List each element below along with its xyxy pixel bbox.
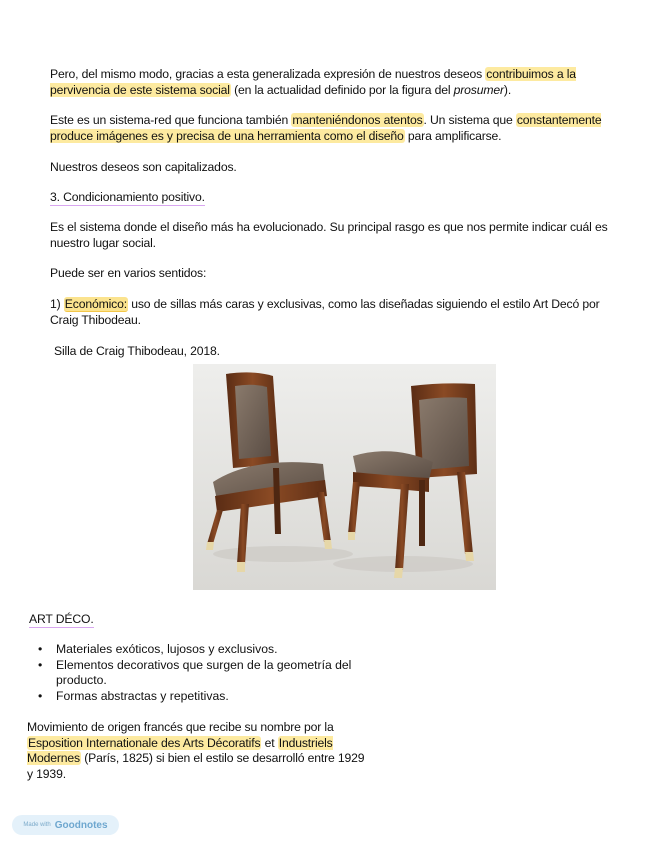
highlighted-text: Industriels Modernes: [27, 735, 333, 766]
highlighted-text: contribuimos a la pervivencia de este sistema social: [50, 67, 576, 97]
photo-caption: [54, 344, 614, 360]
heading-text: 3. Condicionamiento positivo.: [50, 190, 205, 204]
goodnotes-badge[interactable]: [12, 815, 119, 835]
text: Puede ser en varios sentidos:: [50, 266, 207, 280]
text: Pero, del mismo modo, gracias a esta generalizada expresión de nuestros deseos: [50, 67, 483, 81]
paragraph-evolucion: [50, 220, 610, 251]
paragraph-sistema-red: [50, 113, 610, 144]
made-with-label: Made with: [23, 822, 51, 828]
text: et: [261, 735, 278, 750]
heading-text: ART DÉCO.: [29, 612, 94, 626]
text: uso de sillas más caras y exclusivas, como las diseñadas siguiendo el estilo Art Decó por Craig Thibodeau.: [50, 297, 600, 327]
text: (París, 1825) si bien el estilo se desarrolló entre 1929 y 1939.: [27, 751, 365, 781]
paragraph-sentidos: [50, 266, 610, 282]
italic-term: prosumer: [453, 82, 504, 97]
bullet-icon: •: [38, 688, 43, 703]
list-item-text: Elementos decorativos que surgen de la geometría del producto.: [56, 657, 352, 688]
text: . Un sistema que: [423, 113, 516, 127]
list-item: [34, 658, 374, 689]
bullet-icon: •: [38, 642, 43, 656]
bullet-icon: •: [38, 657, 43, 672]
text: ).: [503, 82, 512, 97]
list-item-text: Formas abstractas y repetitivas.: [56, 688, 229, 703]
paragraph-capitalizados: [50, 160, 610, 176]
caption-text: Silla de Craig Thibodeau, 2018.: [54, 344, 220, 358]
highlighted-term: Económico:: [64, 297, 127, 311]
text: Es el sistema donde el diseño más ha evolucionado. Su principal rasgo es que nos permite indicar cuál es nuestro lugar social.: [50, 220, 608, 250]
paragraph-prosumer: [50, 67, 610, 98]
artdeco-heading: [29, 612, 589, 628]
list-item: [34, 689, 374, 705]
text: Este es un sistema-red que funciona también: [50, 113, 292, 127]
text: Nuestros deseos son capitalizados.: [50, 160, 237, 174]
highlighted-text: constantemente produce imágenes es y precisa de una herramienta como el diseño: [50, 113, 602, 143]
paragraph-origen: [27, 720, 367, 782]
text: Movimiento de origen francés que recibe su nombre por la: [27, 720, 334, 734]
highlighted-text: manteniéndonos atentos: [292, 113, 423, 127]
text: para amplificarse.: [404, 128, 502, 143]
list-item: [34, 642, 374, 658]
highlighted-text: Esposition Internationale des Arts Décoratifs: [28, 735, 261, 750]
chairs-photo: [193, 364, 496, 590]
list-item-text: Materiales exóticos, lujosos y exclusivos.: [56, 642, 278, 656]
text: (en la actualidad definido por la figura del: [230, 82, 454, 97]
paragraph-economico: [50, 297, 610, 328]
section-heading-3: [50, 190, 610, 206]
goodnotes-logo: Goodnotes: [54, 819, 108, 831]
artdeco-bullet-list: [34, 642, 374, 704]
text: 1): [50, 297, 64, 311]
